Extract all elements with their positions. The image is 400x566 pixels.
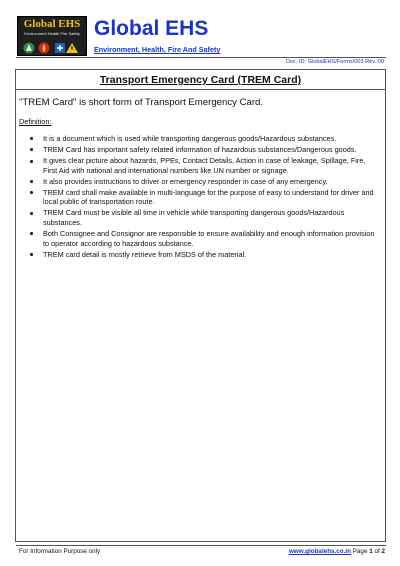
bullet-icon xyxy=(30,212,33,215)
definition-heading: Definition: xyxy=(19,117,52,126)
bullet-icon xyxy=(30,180,33,183)
bullet-icon xyxy=(30,160,33,163)
list-item xyxy=(19,208,377,227)
page-of: of xyxy=(372,548,382,555)
footer-page-info xyxy=(289,548,385,556)
footer-divider xyxy=(16,545,386,546)
list-item-text: TREM Card must be visible all time in vehicle while transporting dangerous goods/Hazardous substances. xyxy=(43,208,345,227)
bullet-icon xyxy=(30,137,33,140)
logo-text: Global EHS xyxy=(23,18,81,30)
list-item-text: TREM Card has important safety related information of hazardous substances/Dangerous goods. xyxy=(43,145,357,155)
page-title: Transport Emergency Card (TREM Card) xyxy=(99,74,302,86)
footer-note: For Information Purpose only xyxy=(19,548,101,555)
logo-subtext: Environment Health Fire Safety xyxy=(24,31,80,36)
list-item xyxy=(19,229,377,248)
list-item xyxy=(19,145,377,155)
page-prefix: Page xyxy=(352,548,370,555)
bullet-icon xyxy=(30,148,33,151)
definition-list xyxy=(19,134,377,261)
list-item-text: TREM card detail is mostly retrieve from MSDS of the material. xyxy=(43,249,247,259)
document-id: Doc. ID: GlobalEHS/Forms/003 Rev.:00 xyxy=(285,59,384,65)
brand-tagline: Environment, Health, Fire And Safety xyxy=(94,45,221,54)
safety-icons xyxy=(22,41,84,55)
website-link[interactable]: www.globalehs.co.in xyxy=(288,548,351,555)
list-item xyxy=(19,250,377,260)
list-item xyxy=(19,134,377,144)
list-item xyxy=(19,177,377,187)
brand-name: Global EHS xyxy=(94,17,209,40)
company-logo xyxy=(17,16,87,56)
bullet-icon xyxy=(30,232,33,235)
list-item-text: It is a document which is used while transporting dangerous goods/Hazardous substances. xyxy=(43,134,337,143)
page-total: 2 xyxy=(381,548,385,555)
list-item-text: Both Consignee and Consignor are responsible to ensure availability and enough information provision to operator according to hazardous substance. xyxy=(43,229,375,248)
list-item xyxy=(19,156,377,175)
list-item-text: TREM card shall make available in multi-language for the purpose of easy to understand for driver and local public of transportation route. xyxy=(43,187,374,207)
list-item-text: It gives clear picture about hazards, PPEs, Contact Details, Action in case of leakage, Spillage, Fire, First Aid with national and international numbers like UN number or signage. xyxy=(43,156,366,175)
list-item-text: It also provides instructions to driver or emergency responder in case of any emergency. xyxy=(43,176,328,186)
bullet-icon xyxy=(30,191,33,194)
list-item xyxy=(19,188,377,207)
intro-text: "TREM Card" is short form of Transport Emergency Card. xyxy=(19,97,264,108)
bullet-icon xyxy=(30,253,33,256)
title-divider xyxy=(15,89,386,90)
page-current: 1 xyxy=(369,548,373,555)
